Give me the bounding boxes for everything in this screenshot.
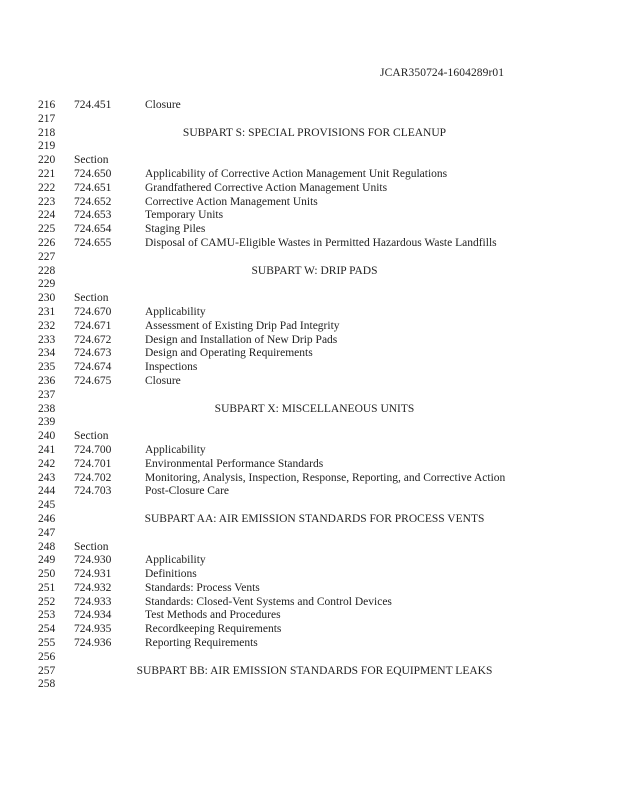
document-line bbox=[0, 140, 621, 154]
section-number: 724.652 bbox=[74, 195, 112, 208]
line-number: 251 bbox=[38, 581, 56, 594]
section-number: 724.655 bbox=[74, 236, 112, 249]
document-line bbox=[0, 582, 621, 596]
subpart-heading: SUBPART BB: AIR EMISSION STANDARDS FOR EQUIPMENT LEAKS bbox=[136, 664, 493, 677]
section-title: Post-Closure Care bbox=[145, 485, 230, 498]
document-line bbox=[0, 278, 621, 292]
section-title: Design and Installation of New Drip Pads bbox=[145, 333, 338, 346]
document-line bbox=[0, 209, 621, 223]
section-number: 724.936 bbox=[74, 637, 112, 650]
section-number: 724.931 bbox=[74, 568, 112, 581]
line-number: 230 bbox=[38, 292, 56, 305]
line-number: 224 bbox=[38, 209, 56, 222]
section-number: 724.702 bbox=[74, 471, 112, 484]
section-number: 724.674 bbox=[74, 361, 112, 374]
section-number: 724.650 bbox=[74, 167, 112, 180]
document-line bbox=[0, 196, 621, 210]
document-line bbox=[0, 389, 621, 403]
line-number: 235 bbox=[38, 361, 56, 374]
section-number: 724.653 bbox=[74, 209, 112, 222]
line-number: 218 bbox=[38, 126, 56, 139]
line-number: 223 bbox=[38, 195, 56, 208]
document-line bbox=[0, 472, 621, 486]
line-number: 226 bbox=[38, 236, 56, 249]
document-line bbox=[0, 527, 621, 541]
document-line bbox=[0, 154, 621, 168]
line-number: 239 bbox=[38, 416, 56, 429]
section-number: 724.671 bbox=[74, 319, 112, 332]
section-title: Test Methods and Procedures bbox=[145, 609, 281, 622]
section-title: Environmental Performance Standards bbox=[145, 457, 324, 470]
subpart-heading: SUBPART W: DRIP PADS bbox=[251, 264, 378, 277]
line-number: 217 bbox=[38, 112, 56, 125]
line-number: 247 bbox=[38, 526, 56, 539]
section-number: 724.703 bbox=[74, 485, 112, 498]
section-number: 724.935 bbox=[74, 623, 112, 636]
section-title: Assessment of Existing Drip Pad Integrity bbox=[145, 319, 340, 332]
section-title: Inspections bbox=[145, 361, 198, 374]
document-line bbox=[0, 568, 621, 582]
document-line bbox=[0, 513, 621, 527]
document-line bbox=[0, 665, 621, 679]
section-title: Standards: Process Vents bbox=[145, 581, 260, 594]
line-number: 219 bbox=[38, 140, 56, 153]
line-number: 257 bbox=[38, 664, 56, 677]
document-line bbox=[0, 609, 621, 623]
line-number: 237 bbox=[38, 388, 56, 401]
document-line bbox=[0, 444, 621, 458]
document-line bbox=[0, 113, 621, 127]
document-line bbox=[0, 168, 621, 182]
document-line bbox=[0, 651, 621, 665]
section-number: 724.700 bbox=[74, 443, 112, 456]
document-line bbox=[0, 361, 621, 375]
document-line bbox=[0, 554, 621, 568]
line-number: 231 bbox=[38, 305, 56, 318]
document-line bbox=[0, 637, 621, 651]
section-column-label: Section bbox=[74, 540, 109, 553]
section-title: Corrective Action Management Units bbox=[145, 195, 318, 208]
section-number: 724.670 bbox=[74, 305, 112, 318]
line-number: 240 bbox=[38, 430, 56, 443]
line-number: 233 bbox=[38, 333, 56, 346]
document-line bbox=[0, 678, 621, 692]
document-line bbox=[0, 485, 621, 499]
section-title: Disposal of CAMU-Eligible Wastes in Permitted Hazardous Waste Landfills bbox=[145, 236, 497, 249]
line-number: 220 bbox=[38, 154, 56, 167]
document-line bbox=[0, 320, 621, 334]
section-title: Applicability of Corrective Action Management Unit Regulations bbox=[145, 167, 448, 180]
line-number: 249 bbox=[38, 554, 56, 567]
section-number: 724.675 bbox=[74, 374, 112, 387]
document-line bbox=[0, 182, 621, 196]
document-line bbox=[0, 541, 621, 555]
line-number: 222 bbox=[38, 181, 56, 194]
section-title: Applicability bbox=[145, 554, 206, 567]
line-number: 221 bbox=[38, 167, 56, 180]
document-line bbox=[0, 623, 621, 637]
document-line bbox=[0, 237, 621, 251]
section-title: Staging Piles bbox=[145, 223, 206, 236]
section-title: Monitoring, Analysis, Inspection, Response, Reporting, and Corrective Action bbox=[145, 471, 506, 484]
line-number: 258 bbox=[38, 678, 56, 691]
section-number: 724.672 bbox=[74, 333, 112, 346]
document-line bbox=[0, 416, 621, 430]
line-number: 248 bbox=[38, 540, 56, 553]
line-number: 234 bbox=[38, 347, 56, 360]
line-number: 242 bbox=[38, 457, 56, 470]
line-number: 228 bbox=[38, 264, 56, 277]
section-title: Temporary Units bbox=[145, 209, 224, 222]
section-number: 724.930 bbox=[74, 554, 112, 567]
section-title: Definitions bbox=[145, 568, 197, 581]
section-number: 724.701 bbox=[74, 457, 112, 470]
section-column-label: Section bbox=[74, 430, 109, 443]
line-number: 236 bbox=[38, 374, 56, 387]
document-line bbox=[0, 265, 621, 279]
document-line bbox=[0, 499, 621, 513]
line-number: 245 bbox=[38, 499, 56, 512]
line-number: 232 bbox=[38, 319, 56, 332]
line-number: 246 bbox=[38, 512, 56, 525]
line-number: 225 bbox=[38, 223, 56, 236]
line-number: 255 bbox=[38, 637, 56, 650]
document-line bbox=[0, 596, 621, 610]
section-title: Closure bbox=[145, 374, 181, 387]
line-number: 253 bbox=[38, 609, 56, 622]
document-line bbox=[0, 127, 621, 141]
document-line bbox=[0, 347, 621, 361]
section-number: 724.933 bbox=[74, 595, 112, 608]
line-number: 252 bbox=[38, 595, 56, 608]
document-line bbox=[0, 458, 621, 472]
section-number: 724.934 bbox=[74, 609, 112, 622]
section-title: Grandfathered Corrective Action Management Units bbox=[145, 181, 388, 194]
document-line bbox=[0, 334, 621, 348]
document-line bbox=[0, 403, 621, 417]
section-title: Recordkeeping Requirements bbox=[145, 623, 282, 636]
line-number: 241 bbox=[38, 443, 56, 456]
section-title: Reporting Requirements bbox=[145, 637, 258, 650]
document-body bbox=[0, 99, 621, 692]
section-number: 724.932 bbox=[74, 581, 112, 594]
document-line bbox=[0, 375, 621, 389]
section-title: Applicability bbox=[145, 305, 206, 318]
line-number: 238 bbox=[38, 402, 56, 415]
line-number: 229 bbox=[38, 278, 56, 291]
section-column-label: Section bbox=[74, 154, 109, 167]
line-number: 227 bbox=[38, 250, 56, 263]
section-title: Design and Operating Requirements bbox=[145, 347, 313, 360]
document-id: JCAR350724-1604289r01 bbox=[380, 67, 505, 79]
document-line bbox=[0, 223, 621, 237]
subpart-heading: SUBPART X: MISCELLANEOUS UNITS bbox=[214, 402, 415, 415]
line-number: 216 bbox=[38, 99, 56, 111]
section-number: 724.451 bbox=[74, 99, 112, 111]
line-number: 256 bbox=[38, 650, 56, 663]
line-number: 254 bbox=[38, 623, 56, 636]
section-number: 724.673 bbox=[74, 347, 112, 360]
line-number: 250 bbox=[38, 568, 56, 581]
section-column-label: Section bbox=[74, 292, 109, 305]
section-title: Closure bbox=[145, 99, 181, 111]
section-number: 724.651 bbox=[74, 181, 112, 194]
subpart-heading: SUBPART AA: AIR EMISSION STANDARDS FOR PROCESS VENTS bbox=[144, 512, 485, 525]
section-title: Applicability bbox=[145, 443, 206, 456]
section-title: Standards: Closed-Vent Systems and Control Devices bbox=[145, 595, 392, 608]
line-number: 243 bbox=[38, 471, 56, 484]
document-line bbox=[0, 430, 621, 444]
section-number: 724.654 bbox=[74, 223, 112, 236]
subpart-heading: SUBPART S: SPECIAL PROVISIONS FOR CLEANUP bbox=[182, 126, 447, 139]
document-line bbox=[0, 292, 621, 306]
document-line bbox=[0, 251, 621, 265]
document-line bbox=[0, 99, 621, 113]
line-number: 244 bbox=[38, 485, 56, 498]
document-line bbox=[0, 306, 621, 320]
